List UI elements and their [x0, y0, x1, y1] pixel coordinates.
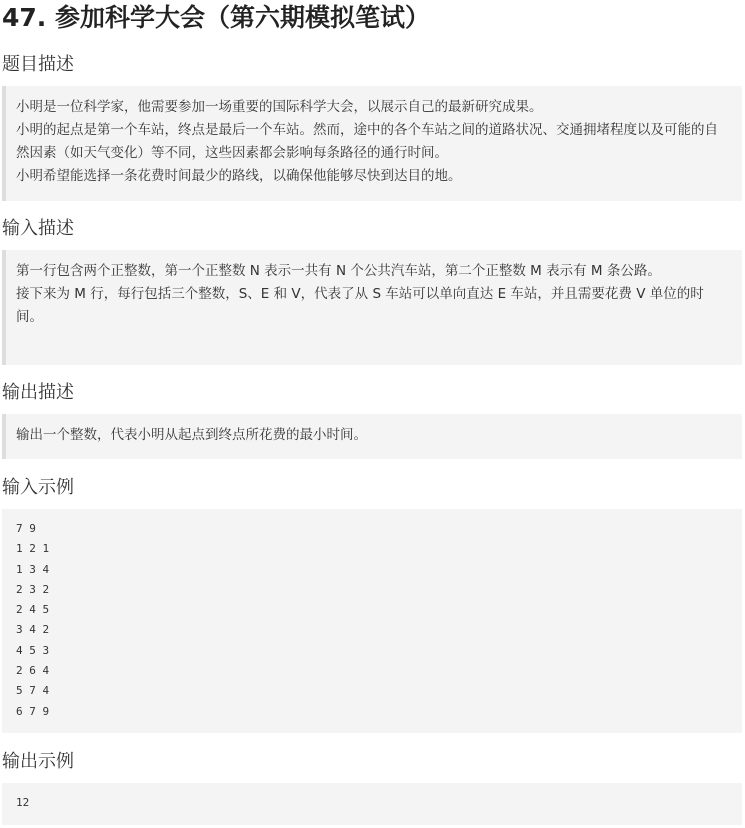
code-line: 4 5 3: [16, 643, 50, 657]
description-paragraph-2: 小明的起点是第一个车站，终点是最后一个车站。然而，途中的各个车站之间的道路状况、交通拥堵程度以及可能的自然因素（如天气变化）等不同，这些因素都会影响每条路径的通行时间。: [16, 122, 718, 161]
input-description-paragraph-2: 接下来为 M 行，每行包括三个整数，S、E 和 V，代表了从 S 车站可以单向直达 E 车站，并且需要花费 V 单位的时间。: [16, 286, 704, 325]
code-line: 6 7 9: [16, 704, 50, 718]
description-heading: 题目描述: [2, 54, 74, 75]
page-title: 47. 参加科学大会（第六期模拟笔试）: [2, 3, 430, 32]
description-paragraph-3: 小明希望能选择一条花费时间最少的路线，以确保他能够尽快到达目的地。: [16, 168, 462, 184]
code-line: 2 3 2: [16, 582, 50, 596]
output-example-heading: 输出示例: [2, 751, 74, 772]
code-line: 3 4 2: [16, 623, 50, 637]
code-line: 7 9: [16, 522, 36, 535]
input-description-block: [2, 250, 742, 365]
code-line: 2 4 5: [16, 603, 50, 617]
input-example-heading: 输入示例: [2, 477, 74, 498]
output-example-code: [2, 783, 742, 825]
output-description-heading: 输出描述: [2, 382, 74, 403]
input-example-code: [2, 509, 742, 733]
description-paragraph-1: 小明是一位科学家，他需要参加一场重要的国际科学大会，以展示自己的最新研究成果。: [16, 99, 543, 115]
output-description-paragraph-1: 输出一个整数，代表小明从起点到终点所花费的最小时间。: [16, 427, 367, 443]
code-line: 1 2 1: [16, 542, 50, 556]
output-description-block: [2, 414, 742, 459]
code-line: 12: [16, 796, 30, 809]
code-line: 5 7 4: [16, 684, 50, 698]
code-line: 2 6 4: [16, 664, 50, 678]
description-block: [2, 86, 742, 201]
input-description-heading: 输入描述: [2, 218, 74, 239]
code-line: 1 3 4: [16, 562, 50, 576]
input-description-paragraph-1: 第一行包含两个正整数，第一个正整数 N 表示一共有 N 个公共汽车站，第二个正整数 M 表示有 M 条公路。: [16, 263, 661, 279]
